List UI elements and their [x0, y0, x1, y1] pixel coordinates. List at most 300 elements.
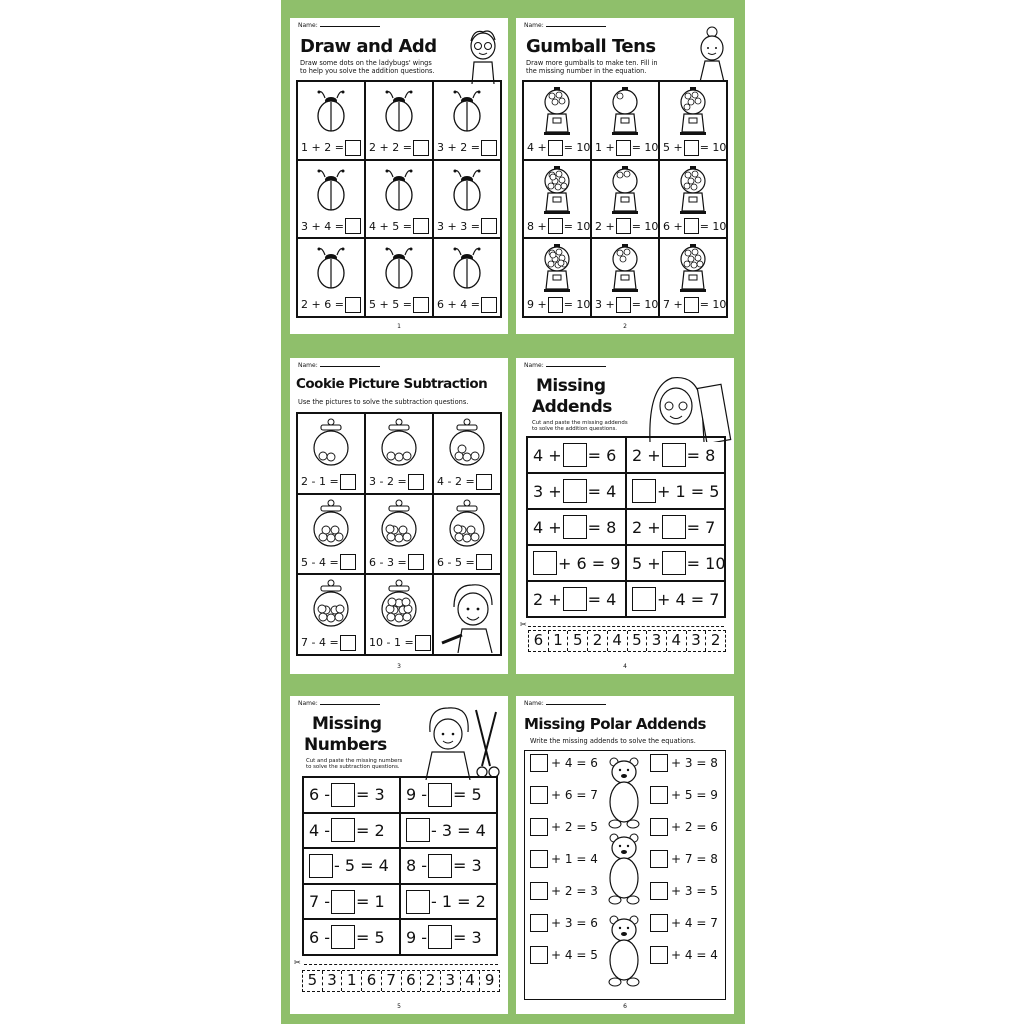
- worksheet-title: Missing Polar Addends: [524, 715, 706, 733]
- polar-equation-left: [530, 754, 598, 772]
- cut-out-number-strip: [302, 970, 500, 992]
- answer-box[interactable]: [530, 818, 548, 836]
- equation: [437, 218, 497, 234]
- equation: [369, 297, 429, 313]
- answer-box[interactable]: [563, 587, 587, 611]
- answer-box[interactable]: [650, 818, 668, 836]
- equation: [309, 890, 385, 914]
- equation-text: 2 + 2 =: [369, 141, 412, 155]
- answer-box[interactable]: [548, 140, 563, 156]
- equation-right: = 1: [356, 892, 385, 912]
- equation-left: 2 +: [595, 219, 615, 233]
- ladybug-icon: [449, 245, 485, 289]
- ladybug-icon: [381, 167, 417, 211]
- equation-cell: [303, 884, 400, 920]
- worksheet-title-line2: Addends: [532, 397, 612, 417]
- gumball-cell: [523, 160, 591, 239]
- answer-box[interactable]: [563, 443, 587, 467]
- cookie-jar-icon: [447, 418, 487, 468]
- answer-box[interactable]: [533, 551, 557, 575]
- cookie-jar-icon: [379, 579, 419, 629]
- equation-right: + 1 = 5: [657, 481, 720, 501]
- answer-box[interactable]: [684, 218, 699, 234]
- equation-text: 5 + 5 =: [369, 298, 412, 312]
- equation-right: = 3: [356, 785, 385, 805]
- answer-box[interactable]: [684, 140, 699, 156]
- equation-cell: [527, 545, 626, 581]
- answer-box[interactable]: [632, 587, 656, 611]
- name-field: Name:: [524, 21, 606, 29]
- equation: [595, 218, 658, 234]
- equation: [595, 297, 658, 313]
- equation: [309, 818, 385, 842]
- equation-right: = 10: [686, 553, 726, 573]
- answer-box[interactable]: [406, 818, 430, 842]
- equation: [301, 554, 356, 570]
- equation: [533, 443, 616, 467]
- answer-box[interactable]: [331, 783, 355, 807]
- cut-out-number[interactable]: 6: [529, 631, 549, 651]
- polar-equation-right: [650, 850, 718, 868]
- page-number: 5: [397, 1003, 401, 1010]
- answer-box[interactable]: [548, 218, 563, 234]
- equation-text: + 4 = 6: [551, 756, 598, 770]
- gumball-cell: [523, 81, 591, 160]
- equation: [437, 474, 492, 490]
- equation-right: = 10: [563, 141, 591, 155]
- polar-equation-right: [650, 946, 718, 964]
- ladybug-icon: [313, 245, 349, 289]
- equation-text: 4 - 2 =: [437, 475, 475, 489]
- answer-box[interactable]: [530, 882, 548, 900]
- equation: [301, 140, 361, 156]
- answer-box[interactable]: [345, 297, 361, 313]
- equation-text: + 2 = 5: [551, 820, 598, 834]
- answer-box[interactable]: [662, 515, 686, 539]
- answer-box[interactable]: [345, 218, 361, 234]
- equation-left: 6 +: [663, 219, 683, 233]
- equation-text: 6 + 4 =: [437, 298, 480, 312]
- polar-equation-left: [530, 786, 598, 804]
- equation-left: 5 +: [663, 141, 683, 155]
- cut-out-number[interactable]: 4: [461, 971, 481, 991]
- equation-cell: [626, 545, 725, 581]
- worksheet-title: Cookie Picture Subtraction: [296, 376, 488, 392]
- cut-line: [304, 964, 498, 965]
- cut-out-number[interactable]: 6: [362, 971, 382, 991]
- polar-equation-left: [530, 850, 598, 868]
- equation-text: 10 - 1 =: [369, 636, 414, 650]
- answer-box[interactable]: [616, 297, 631, 313]
- ladybug-cell: [297, 81, 365, 160]
- equation-right: = 5: [356, 927, 385, 947]
- answer-box[interactable]: [340, 474, 356, 490]
- equation: [369, 218, 429, 234]
- equation-right: = 8: [686, 445, 716, 465]
- equation: [309, 854, 389, 878]
- gumball-machine-icon: [678, 86, 708, 136]
- worksheet-instructions: Draw some dots on the ladybugs' wings to help you solve the addition questions.: [300, 59, 435, 75]
- cut-out-number[interactable]: 3: [687, 631, 707, 651]
- cookie-jar-cell: [365, 574, 433, 655]
- worksheet-missing-addends: [516, 358, 734, 674]
- equation-left: 3 +: [595, 298, 615, 312]
- equation-text: + 7 = 8: [671, 852, 718, 866]
- ladybug-cell: [297, 238, 365, 317]
- answer-box[interactable]: [563, 515, 587, 539]
- equation-left: 7 -: [309, 892, 331, 912]
- polar-equation-right: [650, 914, 718, 932]
- answer-box[interactable]: [632, 479, 656, 503]
- answer-box[interactable]: [650, 754, 668, 772]
- equation-text: + 3 = 8: [671, 756, 718, 770]
- gumball-machine-icon: [542, 86, 572, 136]
- ladybug-icon: [449, 167, 485, 211]
- equation-text: 6 - 5 =: [437, 555, 475, 569]
- ladybug-cell: [297, 160, 365, 239]
- cut-out-number[interactable]: 7: [382, 971, 402, 991]
- equation-right: = 10: [699, 141, 727, 155]
- equation-left: 4 +: [533, 445, 562, 465]
- polar-equation-left: [530, 914, 598, 932]
- equation: [406, 925, 482, 949]
- equation: [406, 854, 482, 878]
- cut-out-number[interactable]: 1: [342, 971, 362, 991]
- equation-cell: [400, 813, 497, 849]
- equation-right: = 10: [563, 298, 591, 312]
- equation-cell: [527, 581, 626, 617]
- equation: [595, 140, 658, 156]
- answer-box[interactable]: [616, 140, 631, 156]
- answer-box[interactable]: [406, 890, 430, 914]
- answer-box[interactable]: [415, 635, 431, 651]
- cut-out-number[interactable]: 1: [549, 631, 569, 651]
- answer-box[interactable]: [662, 551, 686, 575]
- scissors-icon: ✂: [520, 620, 527, 629]
- boy-with-scissors-illustration: [410, 702, 506, 780]
- gumball-machine-icon: [542, 165, 572, 215]
- boy-with-glasses-illustration: [464, 26, 502, 84]
- answer-box[interactable]: [428, 854, 452, 878]
- missing-addends-grid: [526, 436, 726, 618]
- equation: [301, 218, 361, 234]
- equation-cell: [527, 473, 626, 509]
- equation-left: 7 +: [663, 298, 683, 312]
- answer-box[interactable]: [345, 140, 361, 156]
- girl-with-scissors-illustration: [640, 366, 732, 442]
- cut-out-number[interactable]: 3: [323, 971, 343, 991]
- page-number: 6: [623, 1003, 627, 1010]
- cookie-jar-grid: [296, 412, 502, 656]
- worksheet-gumball-tens: [516, 18, 734, 334]
- ladybug-icon: [449, 88, 485, 132]
- boy-pointing-cell: [433, 574, 501, 655]
- answer-box[interactable]: [413, 218, 429, 234]
- equation-left: 3 +: [533, 481, 562, 501]
- name-field: Name:: [298, 361, 380, 369]
- equation: [406, 890, 486, 914]
- cut-out-number[interactable]: 2: [588, 631, 608, 651]
- equation-text: 2 + 6 =: [301, 298, 344, 312]
- worksheet-draw-and-add: [290, 18, 508, 334]
- ladybug-icon: [313, 88, 349, 132]
- equation-right: - 5 = 4: [334, 856, 389, 876]
- ladybug-grid: [296, 80, 502, 318]
- answer-box[interactable]: [476, 474, 492, 490]
- answer-box[interactable]: [530, 754, 548, 772]
- cookie-jar-cell: [297, 413, 365, 494]
- cut-out-number[interactable]: 6: [402, 971, 422, 991]
- equation-text: + 4 = 5: [551, 948, 598, 962]
- equation-left: 2 +: [632, 445, 661, 465]
- equation-left: 4 -: [309, 820, 331, 840]
- answer-box[interactable]: [413, 140, 429, 156]
- equation-cell: [626, 437, 725, 473]
- cookie-jar-icon: [447, 499, 487, 549]
- equation: [437, 297, 497, 313]
- cut-line: [528, 626, 724, 627]
- equation-text: 3 + 4 =: [301, 219, 344, 233]
- cut-out-number[interactable]: 4: [667, 631, 687, 651]
- answer-box[interactable]: [481, 297, 497, 313]
- cut-out-number[interactable]: 2: [710, 631, 721, 649]
- answer-box[interactable]: [331, 818, 355, 842]
- gumball-cell: [659, 160, 727, 239]
- gumball-machine-icon: [610, 165, 640, 215]
- equation: [301, 297, 361, 313]
- equation-text: 2 - 1 =: [301, 475, 339, 489]
- answer-box[interactable]: [650, 850, 668, 868]
- equation-cell: [626, 509, 725, 545]
- answer-box[interactable]: [616, 218, 631, 234]
- equation-right: = 5: [453, 785, 482, 805]
- cut-out-number[interactable]: 2: [421, 971, 441, 991]
- equation-text: + 5 = 9: [671, 788, 718, 802]
- name-field: Name:: [298, 699, 380, 707]
- equation-left: 2 +: [632, 517, 661, 537]
- boy-pointing-illustration: [436, 577, 500, 653]
- equation: [632, 587, 719, 611]
- equation-text: 3 + 2 =: [437, 141, 480, 155]
- equation: [437, 140, 497, 156]
- equation-cell: [400, 884, 497, 920]
- equation-right: = 2: [356, 820, 385, 840]
- answer-box[interactable]: [530, 850, 548, 868]
- cut-out-number[interactable]: 4: [608, 631, 628, 651]
- gumball-cell: [591, 81, 659, 160]
- equation-text: 3 + 3 =: [437, 219, 480, 233]
- ladybug-icon: [381, 245, 417, 289]
- equation: [369, 474, 424, 490]
- gumball-grid: [522, 80, 728, 318]
- answer-box[interactable]: [530, 786, 548, 804]
- equation-text: + 6 = 7: [551, 788, 598, 802]
- equation-left: 2 +: [533, 589, 562, 609]
- equation-right: = 7: [686, 517, 716, 537]
- equation-right: - 1 = 2: [431, 892, 486, 912]
- equation: [663, 140, 726, 156]
- polar-equation-left: [530, 882, 598, 900]
- gumball-machine-icon: [610, 243, 640, 293]
- answer-box[interactable]: [331, 890, 355, 914]
- answer-box[interactable]: [530, 946, 548, 964]
- equation-left: 8 -: [406, 856, 428, 876]
- equation: [527, 140, 590, 156]
- equation-right: = 10: [631, 298, 659, 312]
- cut-out-number[interactable]: 5: [628, 631, 648, 651]
- cookie-jar-icon: [379, 499, 419, 549]
- ladybug-cell: [433, 238, 501, 317]
- equation-left: 5 +: [632, 553, 661, 573]
- equation-left: 9 -: [406, 785, 428, 805]
- ladybug-cell: [365, 238, 433, 317]
- answer-box[interactable]: [408, 474, 424, 490]
- worksheet-instructions: Draw more gumballs to make ten. Fill in the missing number in the equation.: [526, 59, 658, 75]
- ladybug-cell: [433, 160, 501, 239]
- equation-left: 8 +: [527, 219, 547, 233]
- equation-cell: [400, 848, 497, 884]
- equation-right: = 10: [631, 219, 659, 233]
- equation-text: 3 - 2 =: [369, 475, 407, 489]
- equation-cell: [626, 581, 725, 617]
- name-field: Name:: [524, 699, 606, 707]
- equation-text: + 4 = 4: [671, 948, 718, 962]
- equation-right: = 3: [453, 856, 482, 876]
- equation-cell: [303, 848, 400, 884]
- equation: [527, 297, 590, 313]
- equation-text: + 2 = 6: [671, 820, 718, 834]
- equation: [533, 551, 620, 575]
- ladybug-cell: [365, 160, 433, 239]
- equation-right: + 4 = 7: [657, 589, 720, 609]
- worksheet-cookie-picture-subtraction: [290, 358, 508, 674]
- equation: [632, 551, 726, 575]
- equation-right: + 6 = 9: [558, 553, 621, 573]
- cut-out-number[interactable]: 5: [568, 631, 588, 651]
- answer-box[interactable]: [413, 297, 429, 313]
- polar-bear-icon: [604, 832, 644, 906]
- answer-box[interactable]: [650, 914, 668, 932]
- answer-box[interactable]: [650, 786, 668, 804]
- worksheet-instructions: Write the missing addends to solve the equations.: [530, 737, 696, 745]
- answer-box[interactable]: [548, 297, 563, 313]
- gumball-machine-icon: [678, 243, 708, 293]
- equation: [369, 554, 424, 570]
- gumball-machine-icon: [678, 165, 708, 215]
- worksheet-title: Draw and Add: [300, 36, 437, 57]
- cookie-jar-cell: [365, 494, 433, 575]
- equation-right: = 4: [587, 589, 617, 609]
- answer-box[interactable]: [428, 783, 452, 807]
- page-number: 3: [397, 663, 401, 670]
- equation-right: = 10: [563, 219, 591, 233]
- equation: [301, 635, 356, 651]
- cookie-jar-cell: [297, 574, 365, 655]
- answer-box[interactable]: [331, 925, 355, 949]
- equation: [369, 635, 431, 651]
- answer-box[interactable]: [408, 554, 424, 570]
- equation-cell: [400, 919, 497, 955]
- gumball-cell: [523, 238, 591, 317]
- equation-right: = 4: [587, 481, 617, 501]
- answer-box[interactable]: [684, 297, 699, 313]
- name-field: Name:: [298, 21, 380, 29]
- equation: [369, 140, 429, 156]
- answer-box[interactable]: [650, 882, 668, 900]
- cookie-jar-cell: [365, 413, 433, 494]
- equation-right: = 3: [453, 927, 482, 947]
- answer-box[interactable]: [309, 854, 333, 878]
- equation-text: 7 - 4 =: [301, 636, 339, 650]
- equation-text: + 3 = 5: [671, 884, 718, 898]
- answer-box[interactable]: [476, 554, 492, 570]
- worksheet-instructions: Cut and paste the missing addends to solve the addition questions.: [532, 420, 628, 432]
- worksheet-title-line2: Numbers: [304, 735, 387, 755]
- polar-bear-icon: [604, 756, 644, 830]
- equation: [301, 474, 356, 490]
- equation-cell: [626, 473, 725, 509]
- polar-bear-icon: [604, 914, 644, 988]
- answer-box[interactable]: [340, 635, 356, 651]
- cut-out-number[interactable]: 5: [303, 971, 323, 991]
- equation-left: 6 -: [309, 785, 331, 805]
- equation: [309, 783, 385, 807]
- cut-out-number[interactable]: 3: [647, 631, 667, 651]
- equation-cell: [303, 777, 400, 813]
- equation: [632, 479, 719, 503]
- name-field: Name:: [524, 361, 606, 369]
- page-number: 1: [397, 323, 401, 330]
- answer-box[interactable]: [481, 140, 497, 156]
- cut-out-number[interactable]: 3: [441, 971, 461, 991]
- equation-right: = 10: [699, 298, 727, 312]
- answer-box[interactable]: [530, 914, 548, 932]
- equation-text: + 2 = 3: [551, 884, 598, 898]
- equation-cell: [400, 777, 497, 813]
- answer-box[interactable]: [662, 443, 686, 467]
- equation-left: 4 +: [527, 141, 547, 155]
- polar-equation-left: [530, 818, 598, 836]
- green-background-board: [281, 0, 745, 1024]
- missing-numbers-grid: [302, 776, 498, 956]
- equation-text: 5 - 4 =: [301, 555, 339, 569]
- answer-box[interactable]: [563, 479, 587, 503]
- worksheet-title: Gumball Tens: [526, 36, 656, 57]
- answer-box[interactable]: [340, 554, 356, 570]
- cut-out-number[interactable]: 9: [484, 971, 495, 989]
- answer-box[interactable]: [650, 946, 668, 964]
- gumball-machine-icon: [542, 243, 572, 293]
- page-number: 4: [623, 663, 627, 670]
- page-number: 2: [623, 323, 627, 330]
- answer-box[interactable]: [481, 218, 497, 234]
- answer-box[interactable]: [428, 925, 452, 949]
- ladybug-cell: [433, 81, 501, 160]
- cookie-jar-icon: [311, 499, 351, 549]
- polar-equation-left: [530, 946, 598, 964]
- cookie-jar-icon: [379, 418, 419, 468]
- polar-equation-right: [650, 882, 718, 900]
- worksheet-title-line1: Missing: [536, 376, 606, 396]
- cut-out-number-strip: [528, 630, 726, 652]
- gumball-cell: [591, 238, 659, 317]
- ladybug-icon: [381, 88, 417, 132]
- equation: [406, 783, 482, 807]
- equation-left: 4 +: [533, 517, 562, 537]
- equation-right: = 8: [587, 517, 617, 537]
- girl-illustration: [694, 24, 730, 82]
- worksheet-missing-numbers: [290, 696, 508, 1014]
